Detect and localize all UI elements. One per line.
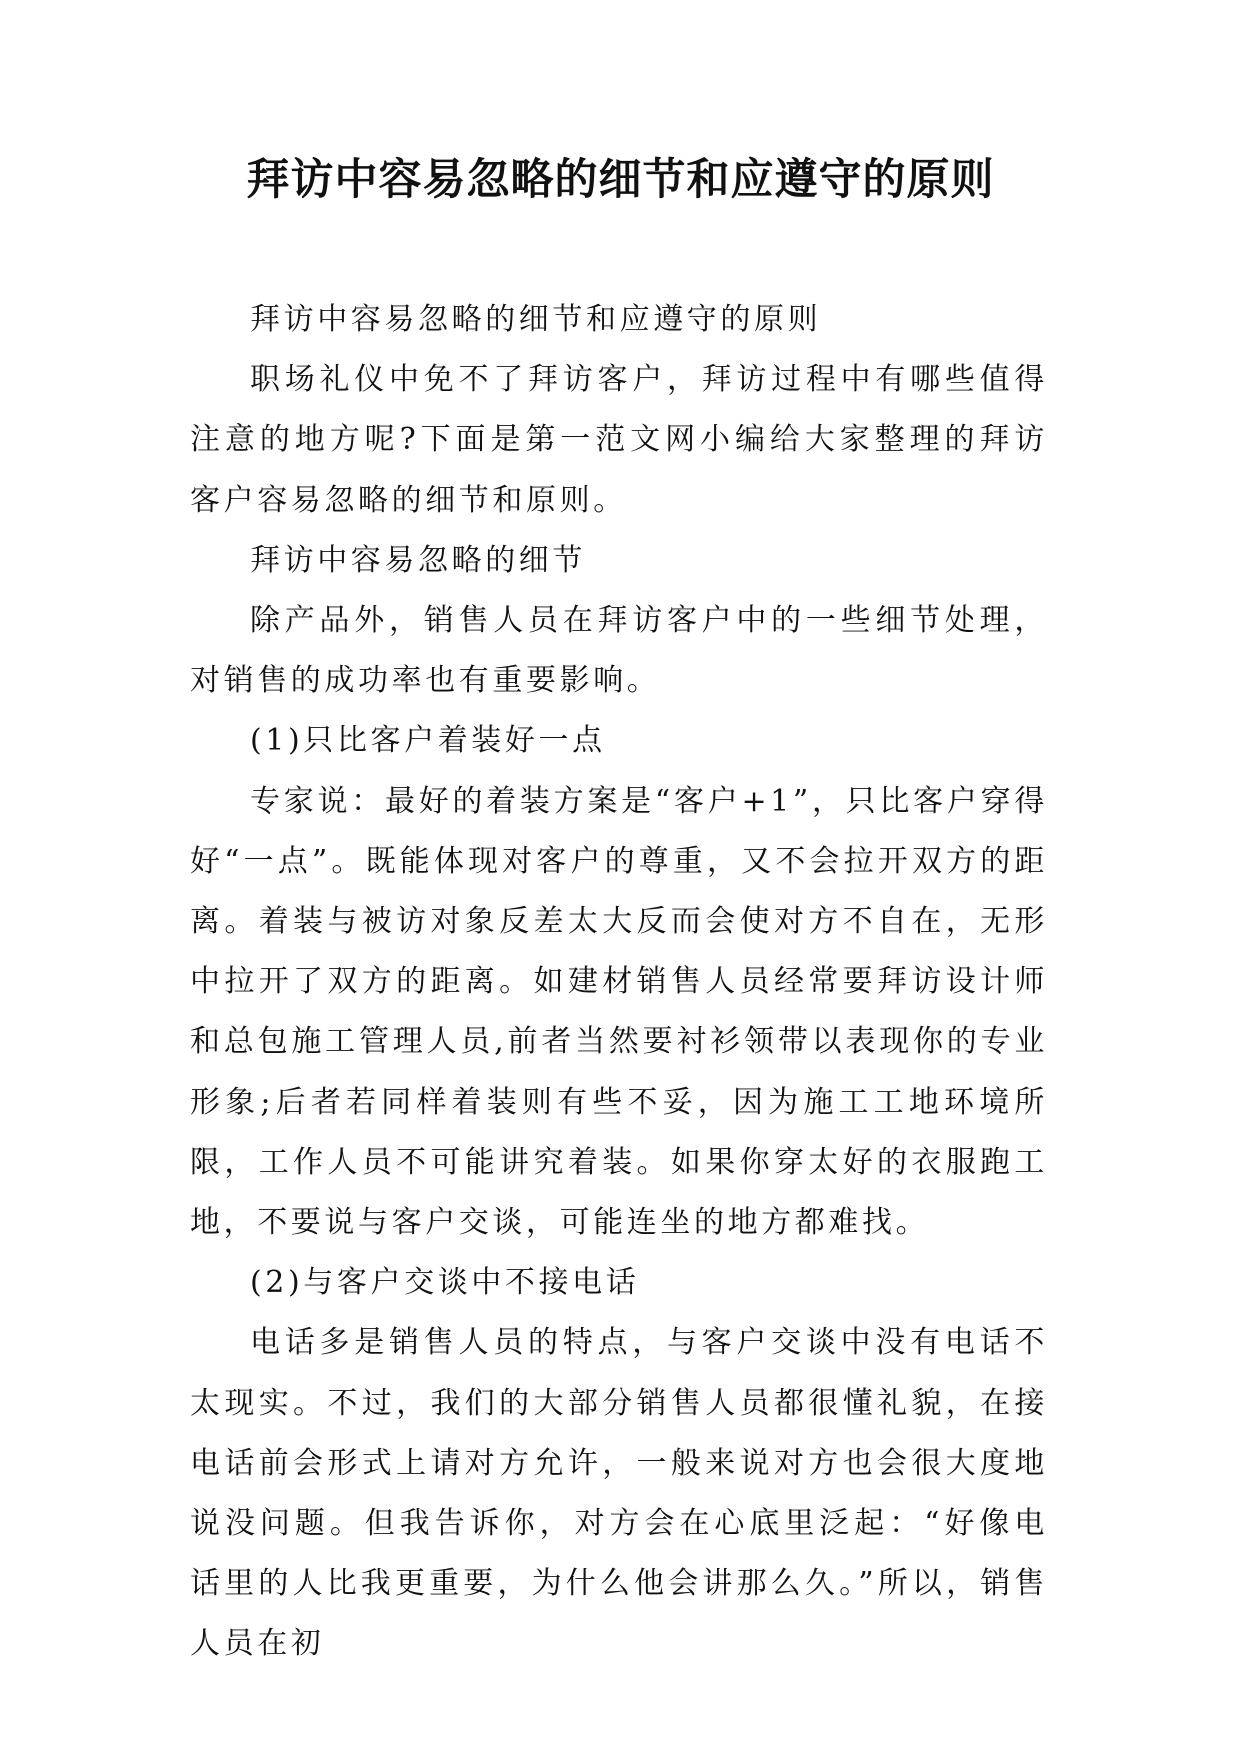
paragraph-intro: 职场礼仪中免不了拜访客户，拜访过程中有哪些值得注意的地方呢?下面是第一范文网小编给大家整理的拜访客户容易忽略的细节和原则。 bbox=[190, 362, 1048, 518]
paragraph-dress: 专家说：最好的着装方案是“客户+1”，只比客户穿得好“一点”。既能体现对客户的尊重，又不会拉开双方的距离。着装与被访对象反差太大反而会使对方不自在，无形中拉开了双方的距离。如建材销售人员经常要拜访设计师和总包施工管理人员,前者当然要衬衫领带以表现你的专业形象;后者若同样着装则有些不妥，因为施工工地环境所限，工作人员不可能讲究着装。如果你穿太好的衣服跑工地，不要说与客户交谈，可能连坐的地方都难找。 bbox=[190, 783, 1048, 1241]
document-body bbox=[190, 290, 1048, 1675]
document-title: 拜访中容易忽略的细节和应遵守的原则 bbox=[246, 155, 995, 205]
paragraph-subtitle: 拜访中容易忽略的细节和应遵守的原则 bbox=[250, 302, 822, 337]
paragraph-phone: 电话多是销售人员的特点，与客户交谈中没有电话不太现实。不过，我们的大部分销售人员都很懂礼貌，在接电话前会形式上请对方允许，一般来说对方也会很大度地说没问题。但我告诉你，对方会在心底里泛起：“好像电话里的人比我更重要，为什么他会讲那么久。”所以，销售人员在初 bbox=[190, 1325, 1048, 1662]
section-heading-details: 拜访中容易忽略的细节 bbox=[250, 542, 586, 578]
point-heading-dress: (1)只比客户着装好一点 bbox=[250, 723, 606, 759]
point-heading-phone: (2)与客户交谈中不接电话 bbox=[250, 1265, 640, 1301]
paragraph-details-intro: 除产品外，销售人员在拜访客户中的一些细节处理，对销售的成功率也有重要影响。 bbox=[190, 603, 1048, 699]
